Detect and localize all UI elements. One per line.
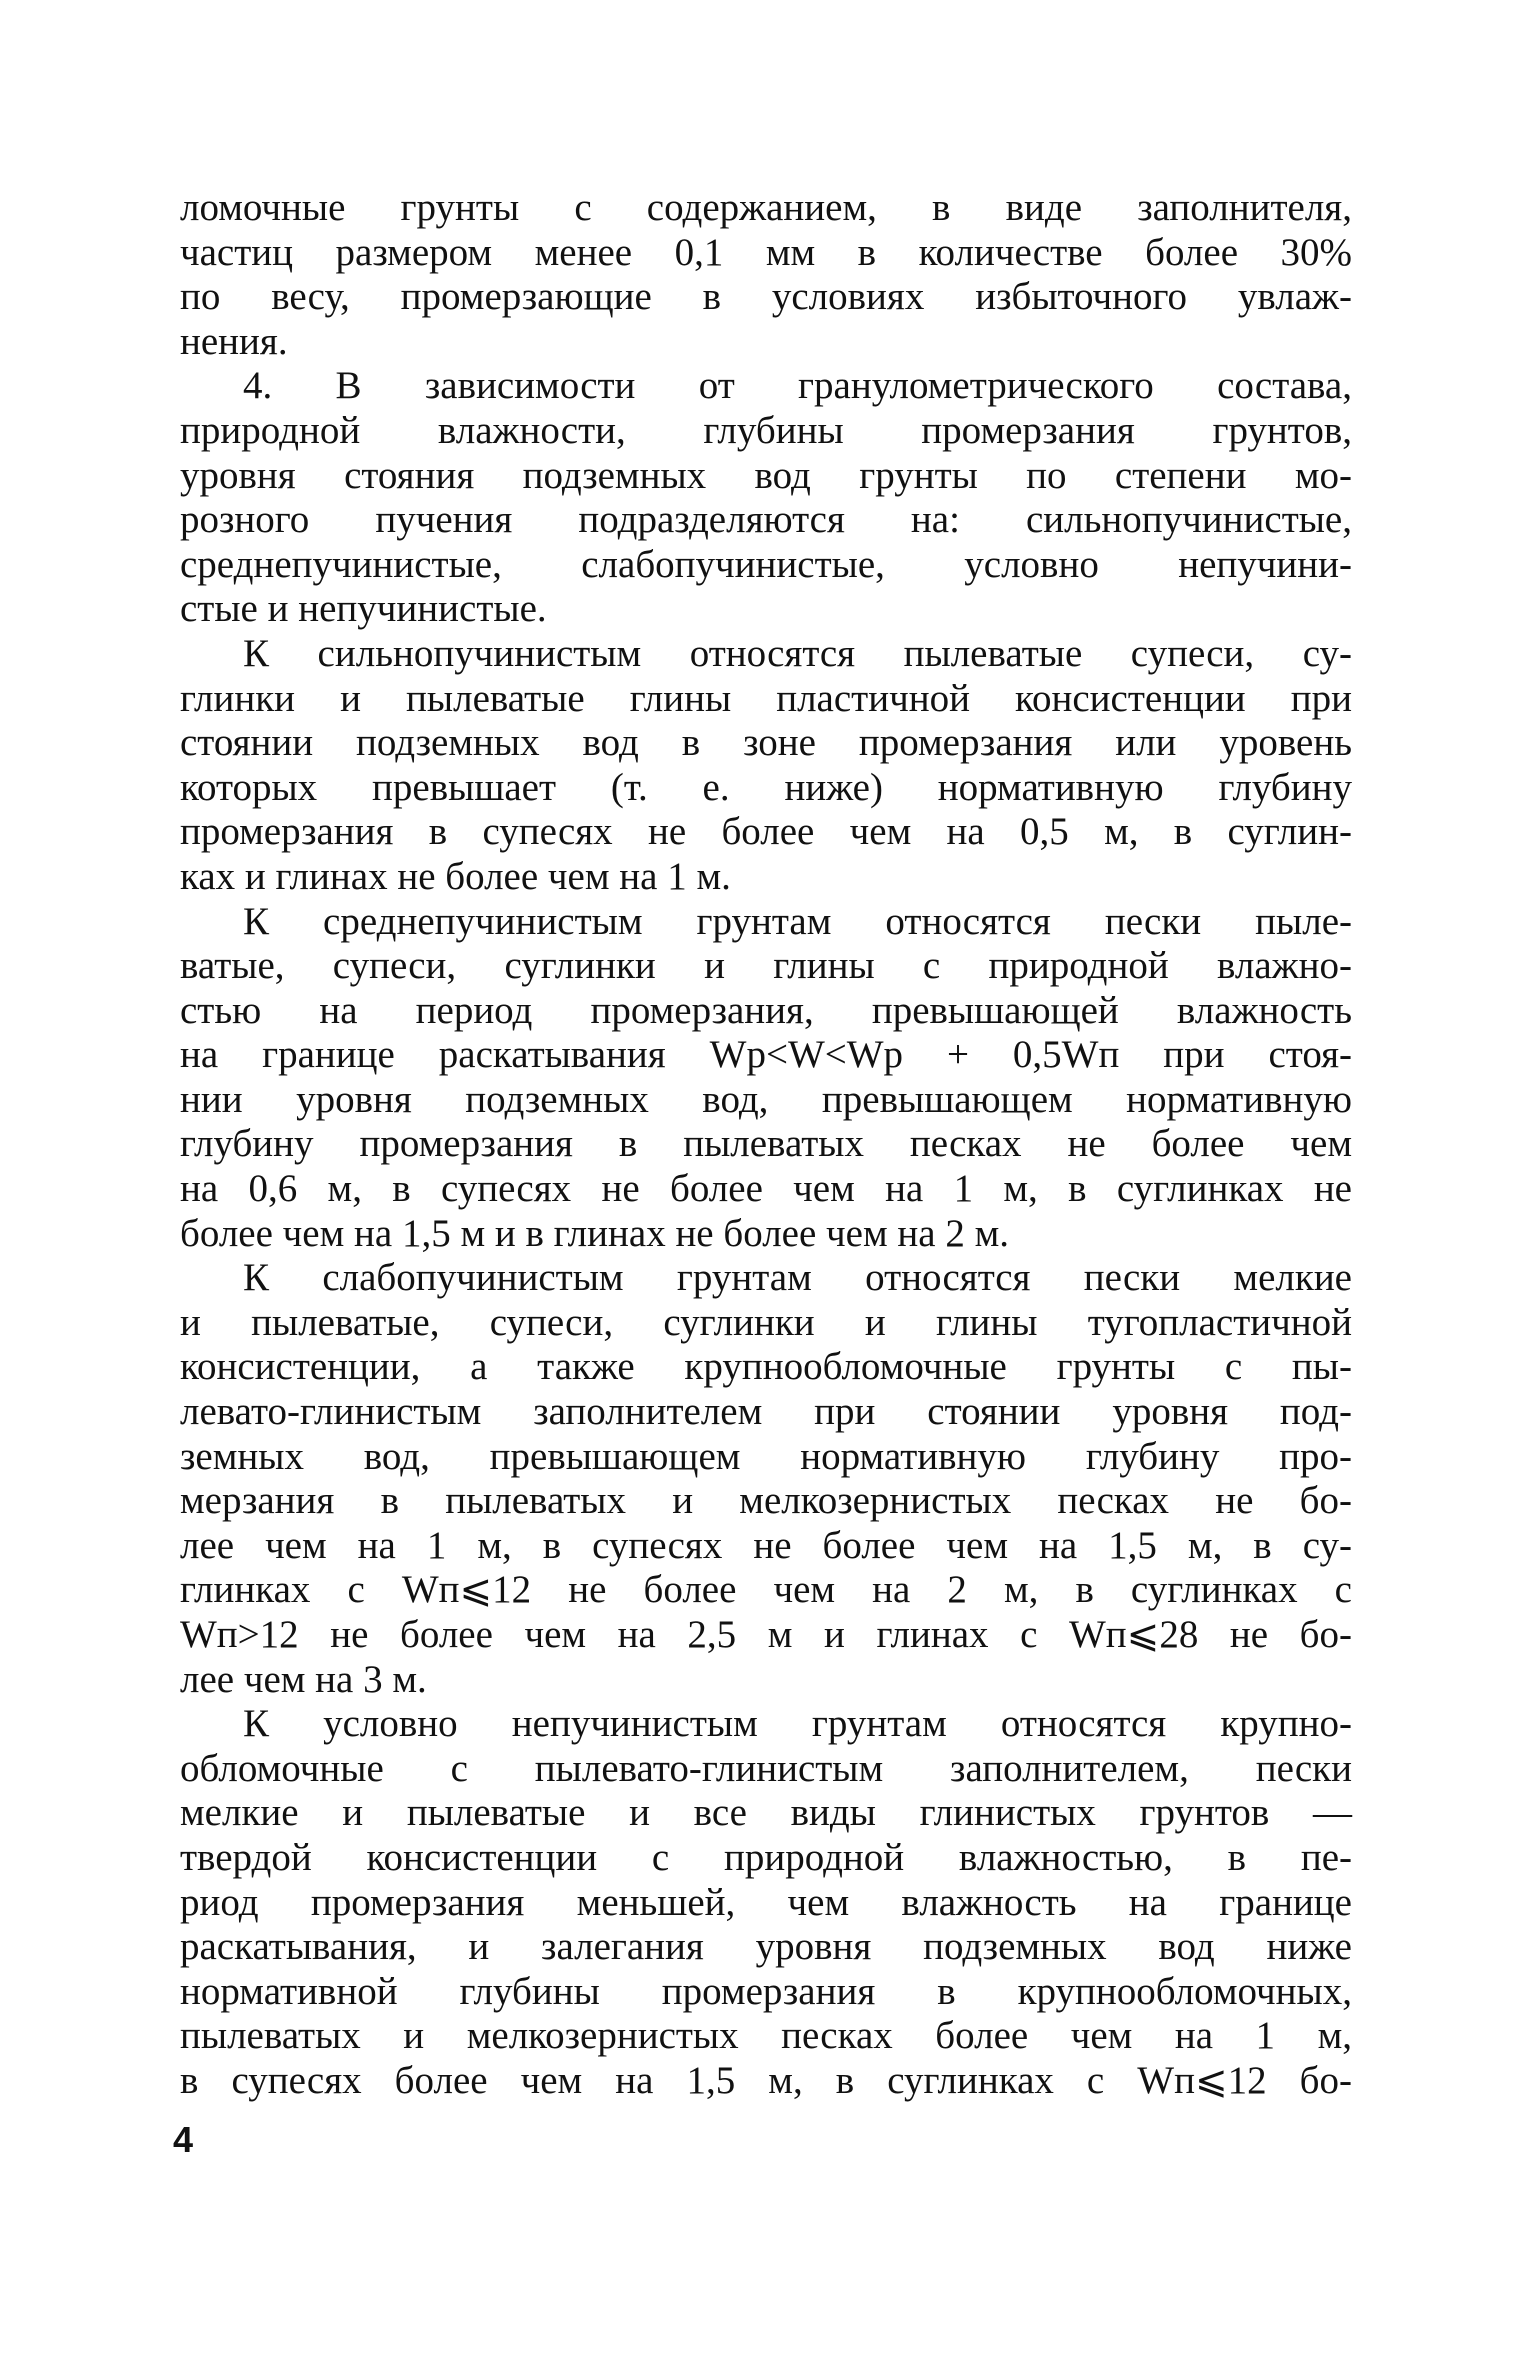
text-line: Wп>12 не более чем на 2,5 м и глинах с Wп⩽28 не бо-: [180, 1613, 1352, 1656]
text-line: уровня стояния подземных вод грунты по степени мо-: [180, 453, 1352, 497]
text-line: нии уровня подземных вод, превышающем нормативную: [180, 1077, 1352, 1121]
text-line: стью на период промерзания, превышающей влажность: [180, 988, 1352, 1032]
paragraph: [180, 1702, 1352, 2103]
text-line: природной влажности, глубины промерзания грунтов,: [180, 408, 1352, 452]
text-line: лее чем на 1 м, в супесях не более чем на 1,5 м, в су-: [180, 1523, 1352, 1567]
page-number: 4: [173, 2119, 194, 2160]
text-line: твердой консистенции с природной влажностью, в пе-: [180, 1835, 1352, 1879]
text-line: на границе раскатывания Wр<W<Wр + 0,5Wп при стоя-: [180, 1033, 1352, 1077]
text-line: мерзания в пылеватых и мелкозернистых песках не бо-: [180, 1479, 1352, 1523]
text-line: среднепучинистые, слабопучинистые, условно непучини-: [180, 542, 1352, 586]
text-line: К сильнопучинистым относятся пылеватые супеси, су-: [243, 631, 1352, 675]
text-line: по весу, промерзающие в условиях избыточного увлаж-: [180, 275, 1352, 319]
paragraph: [180, 364, 1352, 632]
text-line: которых превышает (т. е. ниже) нормативную глубину: [180, 765, 1352, 809]
text-line: глинках с Wп⩽12 не более чем на 2 м, в суглинках с: [180, 1568, 1352, 1612]
text-line: более чем на 1,5 м и в глинах не более чем на 2 м.: [180, 1211, 1009, 1255]
text-line: раскатывания, и залегания уровня подземных вод ниже: [180, 1925, 1352, 1969]
text-line: промерзания в супесях не более чем на 0,5 м, в суглин-: [180, 810, 1352, 854]
text-line: К слабопучинистым грунтам относятся пески мелкие: [243, 1256, 1352, 1300]
text-line: в супесях более чем на 1,5 м, в суглинках с Wп⩽12 бо-: [180, 2058, 1352, 2102]
body-text: [180, 186, 1352, 2104]
text-line: мелкие и пылеватые и все виды глинистых грунтов —: [180, 1791, 1352, 1835]
text-line: К среднепучинистым грунтам относятся пески пыле-: [243, 899, 1352, 943]
paragraph: [180, 1256, 1352, 1702]
text-line: обломочные с пылевато-глинистым заполнителем, пески: [180, 1746, 1352, 1790]
paragraph: [180, 186, 1352, 364]
text-line: глубину промерзания в пылеватых песках не более чем: [180, 1122, 1352, 1166]
text-line: земных вод, превышающем нормативную глубину про-: [180, 1434, 1352, 1478]
text-line: нения.: [180, 319, 288, 363]
text-line: ломочные грунты с содержанием, в виде заполнителя,: [180, 186, 1352, 229]
text-line: 4. В зависимости от гранулометрического состава,: [243, 364, 1352, 408]
text-line: ватые, супеси, суглинки и глины с природной влажно-: [180, 944, 1352, 988]
text-line: ках и глинах не более чем на 1 м.: [180, 854, 731, 898]
text-line: риод промерзания меньшей, чем влажность на границе: [180, 1880, 1352, 1924]
text-line: и пылеватые, супеси, суглинки и глины тугопластичной: [180, 1300, 1352, 1344]
text-line: глинки и пылеватые глины пластичной консистенции при: [180, 676, 1352, 720]
text-line: консистенции, а также крупнообломочные грунты с пы-: [180, 1345, 1352, 1389]
text-line: частиц размером менее 0,1 мм в количестве более 30%: [180, 230, 1352, 274]
text-line: на 0,6 м, в супесях не более чем на 1 м, в суглинках не: [180, 1167, 1352, 1211]
paragraph: [180, 632, 1352, 900]
text-line: стоянии подземных вод в зоне промерзания или уровень: [180, 721, 1352, 765]
text-line: лее чем на 3 м.: [180, 1657, 427, 1701]
text-line: левато-глинистым заполнителем при стоянии уровня под-: [180, 1390, 1352, 1434]
text-line: стые и непучинистые.: [180, 587, 547, 631]
text-line: К условно непучинистым грунтам относятся крупно-: [243, 1702, 1352, 1746]
text-line: пылеватых и мелкозернистых песках более чем на 1 м,: [180, 2014, 1352, 2058]
text-line: нормативной глубины промерзания в крупнообломочных,: [180, 1969, 1352, 2013]
paragraph: [180, 900, 1352, 1257]
text-line: розного пучения подразделяются на: сильнопучинистые,: [180, 498, 1352, 542]
